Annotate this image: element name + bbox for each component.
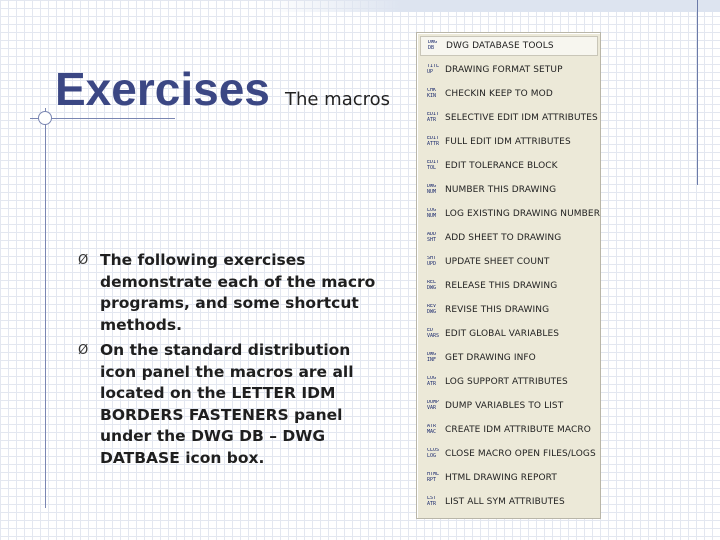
- panel-item-get-drawing-info[interactable]: [420, 348, 598, 368]
- log-number-icon: LOG NUM: [427, 208, 437, 219]
- panel-item-drawing-format-setup[interactable]: [420, 60, 598, 80]
- panel-item-label: DWG DATABASE TOOLS: [446, 41, 554, 51]
- bullet-item: [78, 250, 378, 336]
- slide-title: Exercises: [55, 63, 270, 115]
- panel-item-log-support-attributes[interactable]: [420, 372, 598, 392]
- panel-item-label: DRAWING FORMAT SETUP: [445, 65, 563, 75]
- list-attribute-icon: LST ATR: [427, 496, 437, 507]
- edit-tolerance-icon: EDIT TOL: [427, 160, 440, 171]
- macro-icon-panel: [416, 32, 601, 519]
- panel-item-label: CLOSE MACRO OPEN FILES/LOGS: [445, 449, 596, 459]
- panel-item-update-sheet-count[interactable]: [420, 252, 598, 272]
- bullet-item: [78, 340, 378, 469]
- panel-item-label: CREATE IDM ATTRIBUTE MACRO: [445, 425, 591, 435]
- panel-item-add-sheet-to-drawing[interactable]: [420, 228, 598, 248]
- panel-item-label: SELECTIVE EDIT IDM ATTRIBUTES: [445, 113, 598, 123]
- title-setup-icon: TITL UP: [427, 64, 440, 75]
- panel-item-label: LOG SUPPORT ATTRIBUTES: [445, 377, 568, 387]
- drawing-number-icon: DWG NUM: [427, 184, 437, 195]
- edit-attribute-icon: EDIT ATR: [427, 112, 440, 123]
- panel-item-number-this-drawing[interactable]: [420, 180, 598, 200]
- panel-item-label: LIST ALL SYM ATTRIBUTES: [445, 497, 565, 507]
- revise-drawing-icon: REV DWG: [427, 304, 437, 315]
- edit-attribute-icon: EDIT ATTR: [427, 136, 440, 147]
- panel-item-dwg-database-tools[interactable]: [420, 36, 598, 56]
- panel-item-create-attribute-macro[interactable]: [420, 420, 598, 440]
- slide-subtitle: The macros: [284, 89, 391, 110]
- bullet-text: On the standard distribution icon panel the macros are all located on the LETTER IDM BORDERS FASTENERS panel under the DWG DB – DWG DATBASE icon box.: [100, 341, 354, 467]
- panel-item-list-all-sym-attributes[interactable]: [420, 492, 598, 512]
- drawing-info-icon: DWG INF: [427, 352, 437, 363]
- checkin-icon: CHK KIN: [427, 88, 437, 99]
- title-area: [55, 62, 390, 116]
- attribute-macro-icon: ATR MAC: [427, 424, 437, 435]
- panel-item-label: REVISE THIS DRAWING: [445, 305, 550, 315]
- panel-item-edit-tolerance-block[interactable]: [420, 156, 598, 176]
- bullet-arrow-icon: Ø: [78, 343, 89, 358]
- panel-item-label: EDIT GLOBAL VARIABLES: [445, 329, 560, 339]
- right-decorative-rule: [697, 0, 698, 185]
- panel-item-edit-global-variables[interactable]: [420, 324, 598, 344]
- close-logs-icon: CLOS LOG: [427, 448, 440, 459]
- sheet-update-icon: SHT UPD: [427, 256, 437, 267]
- panel-item-revise-this-drawing[interactable]: [420, 300, 598, 320]
- dump-variables-icon: DUMP VAR: [427, 400, 440, 411]
- panel-item-label: FULL EDIT IDM ATTRIBUTES: [445, 137, 571, 147]
- top-decorative-band: [265, 0, 720, 12]
- panel-item-release-this-drawing[interactable]: [420, 276, 598, 296]
- bullet-list: [78, 250, 378, 473]
- panel-item-close-macro-open-files[interactable]: [420, 444, 598, 464]
- release-drawing-icon: REL DWG: [427, 280, 437, 291]
- left-vertical-rule: [45, 108, 46, 508]
- panel-item-label: CHECKIN KEEP TO MOD: [445, 89, 553, 99]
- bullet-arrow-icon: Ø: [78, 253, 89, 268]
- panel-item-label: GET DRAWING INFO: [445, 353, 536, 363]
- panel-item-label: NUMBER THIS DRAWING: [445, 185, 557, 195]
- add-sheet-icon: ADD SHT: [427, 232, 437, 243]
- panel-item-log-existing-drawing-number[interactable]: [420, 204, 601, 224]
- panel-item-label: EDIT TOLERANCE BLOCK: [445, 161, 558, 171]
- panel-item-checkin-keep-to-mod[interactable]: [420, 84, 598, 104]
- panel-item-label: UPDATE SHEET COUNT: [445, 257, 550, 267]
- panel-item-label: DUMP VARIABLES TO LIST: [445, 401, 564, 411]
- panel-item-selective-edit-attributes[interactable]: [420, 108, 598, 128]
- rule-circle-ornament: [38, 111, 52, 125]
- panel-item-dump-variables-to-list[interactable]: [420, 396, 598, 416]
- edit-variables-icon: ED VARS: [427, 328, 440, 339]
- panel-item-label: HTML DRAWING REPORT: [445, 473, 557, 483]
- panel-item-label: RELEASE THIS DRAWING: [445, 281, 558, 291]
- html-report-icon: HTML RPT: [427, 472, 440, 483]
- bullet-text: The following exercises demonstrate each of the macro programs, and some shortcut methods.: [100, 251, 376, 334]
- dwg-db-icon: DWG DB: [428, 40, 438, 51]
- panel-item-full-edit-attributes[interactable]: [420, 132, 598, 152]
- panel-item-label: LOG EXISTING DRAWING NUMBER: [445, 209, 601, 219]
- panel-item-label: ADD SHEET TO DRAWING: [445, 233, 562, 243]
- log-attribute-icon: LOG ATR: [427, 376, 437, 387]
- panel-item-html-drawing-report[interactable]: [420, 468, 598, 488]
